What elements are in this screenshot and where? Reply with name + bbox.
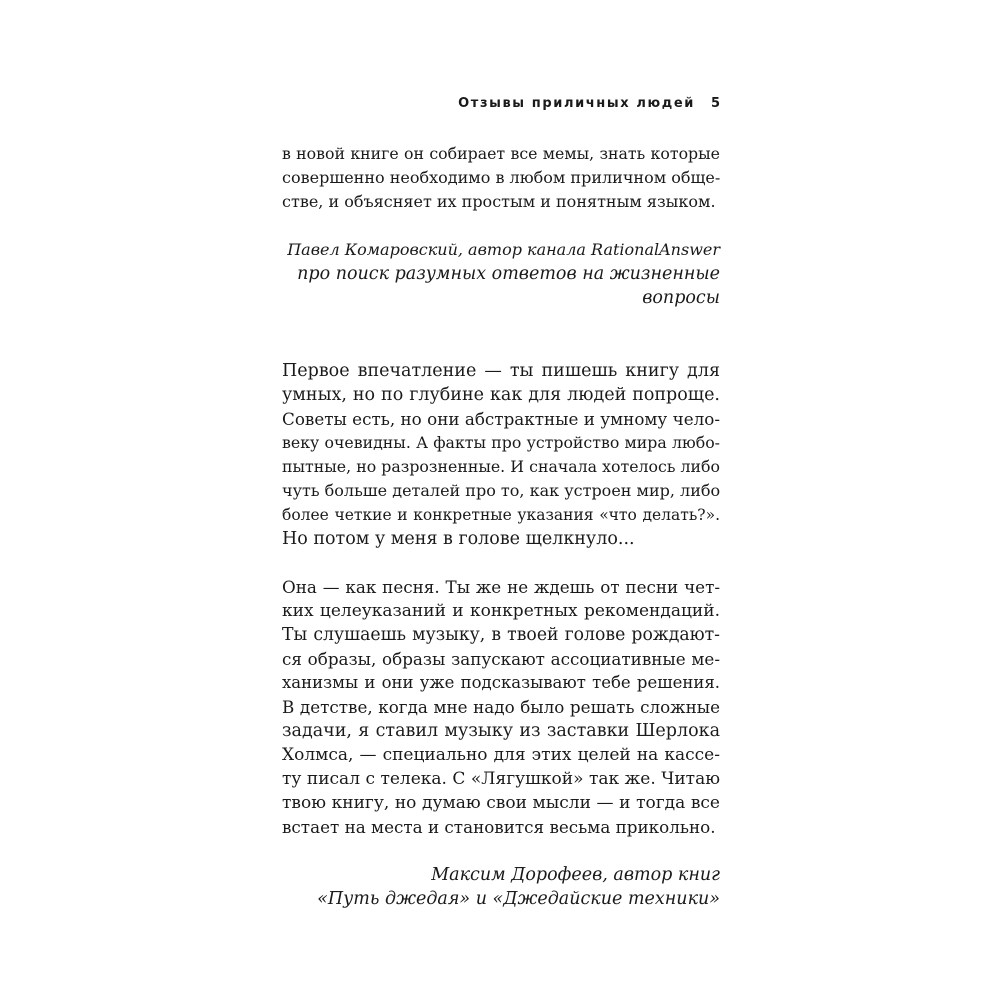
attribution-line: «Путь джедая» и «Джедайские техники» [317, 889, 720, 909]
text-line: Ты слушаешь музыку, в твоей голове рождают- [282, 625, 720, 645]
text-line: Но потом у меня в голове щелкнуло... [282, 529, 635, 549]
attribution-line: про поиск разумных ответов на жизненные [297, 264, 720, 284]
text-line: умных, но по глубине как для людей попроще. [282, 385, 720, 405]
review-1-text [282, 142, 720, 214]
text-line: задачи, я ставил музыку из заставки Шерлока [282, 721, 720, 741]
page-number: 5 [710, 95, 720, 111]
text-line: твою книгу, но думаю свои мысли — и тогда все [282, 793, 720, 813]
text-line: Холмса, — специально для этих целей на кассе- [282, 745, 720, 765]
text-line: стве, и объясняет их простым и понятным языком. [282, 192, 716, 211]
text-line: встает на места и становится весьма прикольно. [282, 817, 716, 837]
text-line: чуть больше деталей про то, как устроен мир, либо [282, 481, 721, 500]
attribution-line: Максим Дорофеев, автор книг [431, 865, 720, 885]
text-line: Она — как песня. Ты же не ждешь от песни чет- [282, 577, 720, 597]
review-1-attribution [282, 238, 720, 310]
text-line: более четкие и конкретные указания «что делать?». [282, 506, 720, 524]
text-line: веку очевидны. А факты про устройство мира любо- [282, 433, 720, 452]
text-line: совершенно необходимо в любом приличном обще- [282, 168, 721, 187]
text-line: ту писал с телека. С «Лягушкой» так же. Читаю [282, 769, 720, 789]
review-2-attribution [282, 863, 720, 911]
review-2-paragraph-1 [282, 359, 720, 551]
text-line: пытные, но разрозненные. И сначала хотелось либо [282, 457, 720, 476]
attribution-line: Павел Комаровский, автор канала RationalAnswer [287, 240, 720, 259]
text-line: ся образы, образы запускают ассоциативные ме- [282, 649, 720, 669]
text-line: ких целеуказаний и конкретных рекомендаций. [282, 601, 720, 621]
review-2-paragraph-2 [282, 575, 720, 839]
running-head [282, 90, 720, 116]
text-line: В детстве, когда мне надо было решать сложные [282, 697, 720, 717]
chapter-title: Отзывы приличных людей [458, 95, 695, 111]
text-line: Первое впечатление — ты пишешь книгу для [282, 361, 720, 381]
text-line: в новой книге он собирает все мемы, знать которые [282, 144, 720, 163]
text-line: Советы есть, но они абстрактные и умному чело- [282, 409, 720, 429]
attribution-line: вопросы [642, 288, 720, 308]
text-line: ханизмы и они уже подсказывают тебе решения. [282, 673, 720, 692]
book-page [282, 90, 720, 911]
